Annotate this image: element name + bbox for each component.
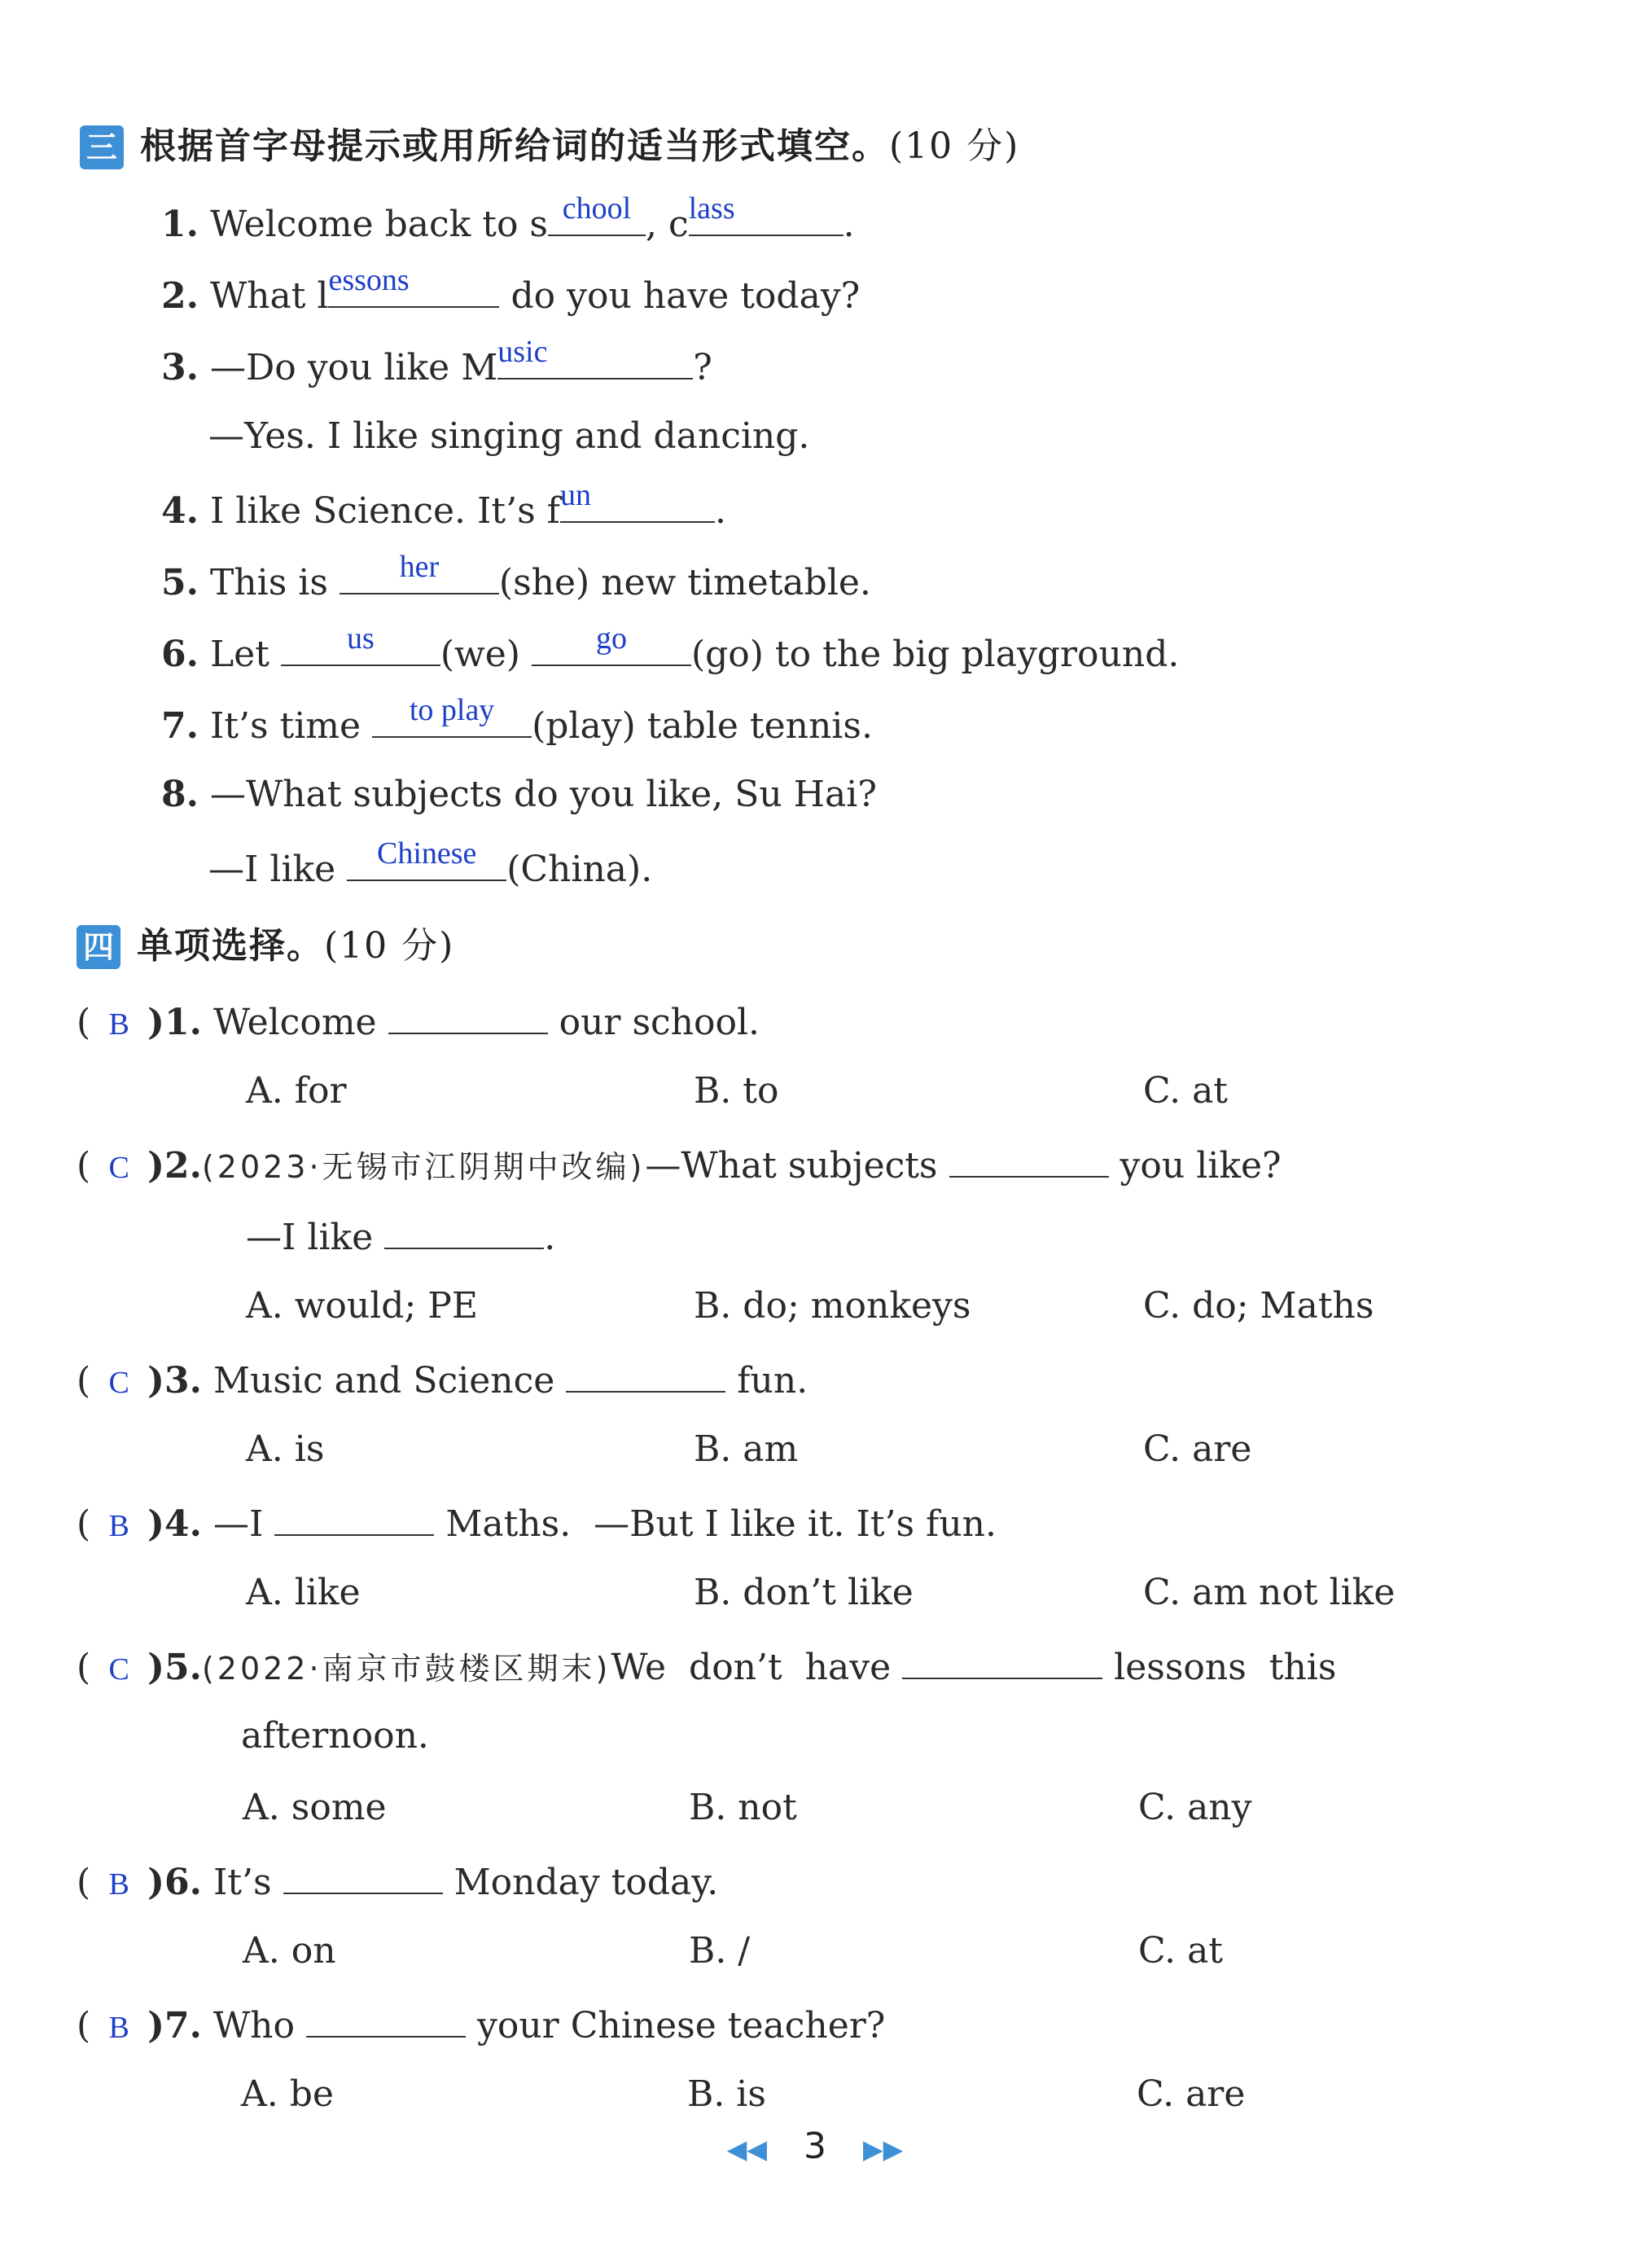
question-number: )1. xyxy=(147,1002,202,1043)
option-b[interactable]: B. is xyxy=(687,2073,766,2115)
item-text: do you have today? xyxy=(510,275,861,317)
question-text: Who xyxy=(213,2005,295,2046)
item-text: —Do you like M xyxy=(209,347,498,388)
answer-text: essons xyxy=(328,263,410,297)
fill-item-3-reply: —Yes. I like singing and dancing. xyxy=(208,415,810,457)
option-b[interactable]: B. am xyxy=(694,1428,799,1470)
answer-blank[interactable] xyxy=(532,621,691,666)
item-number: 8. xyxy=(161,774,199,815)
item-text: . xyxy=(714,490,726,532)
answer-blank[interactable] xyxy=(281,621,440,666)
choice-answer[interactable]: B xyxy=(108,1867,129,1902)
section4-badge: 四 xyxy=(77,925,120,969)
choice-answer[interactable]: B xyxy=(108,1509,129,1543)
item-number: 3. xyxy=(161,347,199,388)
question-number: )7. xyxy=(147,2005,202,2046)
question-number: )5. xyxy=(147,1647,202,1688)
option-a[interactable]: A. some xyxy=(243,1787,387,1828)
paren: ( xyxy=(77,1647,91,1688)
answer-blank[interactable] xyxy=(559,478,715,523)
choice-answer[interactable]: C xyxy=(108,1366,129,1400)
section4-title-text: 单项选择。 xyxy=(137,925,324,967)
item-text: ? xyxy=(693,347,712,388)
fill-item-6 xyxy=(161,621,1180,678)
section3-title-text: 根据首字母提示或用所给词的适当形式填空。 xyxy=(140,125,889,167)
answer-blank[interactable] xyxy=(328,263,499,308)
option-b[interactable]: B. do; monkeys xyxy=(694,1285,971,1327)
fill-item-8 xyxy=(161,772,877,818)
mc-question-2-line2 xyxy=(246,1212,555,1261)
paren: ( xyxy=(77,1002,91,1043)
answer-text: us xyxy=(346,621,375,656)
choice-answer[interactable]: C xyxy=(108,1151,129,1185)
answer-blank[interactable] xyxy=(497,335,693,379)
question-blank xyxy=(384,1212,544,1249)
question-number: )6. xyxy=(147,1862,202,1903)
option-c[interactable]: C. at xyxy=(1143,1070,1228,1112)
item-text: (go) to the big playground. xyxy=(690,634,1180,675)
question-blank xyxy=(949,1140,1109,1178)
item-text: It’s time xyxy=(209,705,361,747)
section4-title xyxy=(137,923,454,969)
item-number: 2. xyxy=(161,275,199,317)
question-text: you like? xyxy=(1120,1145,1282,1187)
answer-blank[interactable] xyxy=(347,836,506,881)
answer-text: usic xyxy=(497,335,548,369)
fill-item-2 xyxy=(161,263,861,319)
answer-blank[interactable] xyxy=(340,550,499,594)
paren: ( xyxy=(77,1862,91,1903)
answer-text: go xyxy=(595,621,627,656)
answer-text: un xyxy=(559,478,591,512)
item-text: (play) table tennis. xyxy=(532,705,873,747)
question-text: Music and Science xyxy=(213,1360,555,1402)
prev-arrows-icon[interactable]: ◀◀ xyxy=(726,2134,767,2165)
paren: ( xyxy=(77,1145,91,1187)
section3-score: (10 分) xyxy=(889,125,1020,167)
question-text: lessons this xyxy=(1114,1647,1337,1688)
option-a[interactable]: A. be xyxy=(241,2073,334,2115)
option-c[interactable]: C. do; Maths xyxy=(1143,1285,1374,1327)
question-number: )3. xyxy=(147,1360,202,1402)
item-text: —What subjects do you like, Su Hai? xyxy=(209,774,877,815)
page-number: 3 xyxy=(804,2125,826,2167)
section3-title xyxy=(140,124,1019,169)
item-text: . xyxy=(843,204,855,245)
option-c[interactable]: C. are xyxy=(1143,1428,1252,1470)
choice-answer[interactable]: C xyxy=(108,1652,129,1687)
item-text: , c xyxy=(646,204,689,245)
question-text: We don’t have xyxy=(611,1647,892,1688)
option-a[interactable]: A. on xyxy=(243,1930,336,1972)
item-text: (we) xyxy=(440,634,520,675)
option-b[interactable]: B. to xyxy=(694,1070,779,1112)
question-text: —What subjects xyxy=(645,1145,938,1187)
option-b[interactable]: B. not xyxy=(689,1787,797,1828)
item-text: Welcome back to s xyxy=(209,204,548,245)
option-c[interactable]: C. are xyxy=(1137,2073,1246,2115)
answer-text: Chinese xyxy=(377,836,477,871)
choice-answer[interactable]: B xyxy=(108,1007,129,1042)
question-text: our school. xyxy=(559,1002,760,1043)
answer-text: chool xyxy=(562,191,632,226)
option-b[interactable]: B. / xyxy=(689,1930,751,1972)
answer-blank[interactable] xyxy=(688,191,843,236)
question-text: It’s xyxy=(213,1862,272,1903)
fill-item-3 xyxy=(161,335,712,391)
section4-score: (10 分) xyxy=(324,925,455,967)
question-blank xyxy=(274,1498,434,1536)
fill-item-1 xyxy=(161,191,855,248)
fill-item-7 xyxy=(161,693,873,749)
question-text: fun. xyxy=(737,1360,808,1402)
answer-blank[interactable] xyxy=(548,191,646,236)
mc-question-1 xyxy=(77,997,760,1047)
question-blank xyxy=(902,1642,1102,1679)
option-a[interactable]: A. would; PE xyxy=(246,1285,479,1327)
question-text: Maths. —But I like it. It’s fun. xyxy=(445,1503,997,1545)
question-text: your Chinese teacher? xyxy=(477,2005,886,2046)
question-blank xyxy=(566,1355,725,1393)
option-a[interactable]: A. like xyxy=(246,1572,361,1613)
option-a[interactable]: A. for xyxy=(246,1070,347,1112)
option-c[interactable]: C. at xyxy=(1138,1930,1223,1972)
item-text: (China). xyxy=(506,849,653,890)
mc-question-7 xyxy=(77,2000,885,2051)
answer-blank[interactable] xyxy=(372,693,532,738)
item-text: —I like xyxy=(208,849,336,890)
question-text: Welcome xyxy=(213,1002,377,1043)
question-number: )4. xyxy=(147,1503,202,1545)
section3-badge: 三 xyxy=(80,125,124,169)
item-text: This is xyxy=(209,562,328,603)
fill-item-4 xyxy=(161,478,726,534)
question-number: )2. xyxy=(147,1145,202,1187)
item-text: (she) new timetable. xyxy=(498,562,871,603)
fill-item-8-reply xyxy=(208,836,653,893)
mc-question-3 xyxy=(77,1355,808,1406)
choice-answer[interactable]: B xyxy=(108,2011,129,2045)
question-text: —I xyxy=(213,1503,264,1545)
question-blank xyxy=(388,997,548,1034)
option-c[interactable]: C. any xyxy=(1138,1787,1252,1828)
page-footer xyxy=(0,2125,1630,2167)
item-number: 4. xyxy=(161,490,199,532)
answer-text: to play xyxy=(409,693,495,727)
paren: ( xyxy=(77,1360,91,1402)
mc-question-6 xyxy=(77,1857,718,1907)
next-arrows-icon[interactable]: ▶▶ xyxy=(863,2134,904,2165)
question-text: . xyxy=(544,1217,556,1258)
item-text: What l xyxy=(209,275,329,317)
question-text: Monday today. xyxy=(454,1862,719,1903)
question-text: —I like xyxy=(246,1217,374,1258)
item-number: 7. xyxy=(161,705,199,747)
item-text: Let xyxy=(209,634,269,675)
item-number: 6. xyxy=(161,634,199,675)
option-a[interactable]: A. is xyxy=(246,1428,325,1470)
option-b[interactable]: B. don’t like xyxy=(694,1572,914,1613)
mc-question-5-line2: afternoon. xyxy=(241,1715,429,1757)
mc-question-5 xyxy=(77,1642,1336,1692)
question-blank xyxy=(306,2000,466,2038)
item-number: 1. xyxy=(161,204,199,245)
answer-text: lass xyxy=(688,191,735,226)
answer-text: her xyxy=(399,550,440,584)
question-source: (2022·南京市鼓楼区期末) xyxy=(201,1651,611,1687)
mc-question-2 xyxy=(77,1140,1282,1191)
item-text: I like Science. It’s f xyxy=(209,490,560,532)
paren: ( xyxy=(77,1503,91,1545)
fill-item-5 xyxy=(161,550,871,606)
item-number: 5. xyxy=(161,562,199,603)
option-c[interactable]: C. am not like xyxy=(1143,1572,1396,1613)
question-source: (2023·无锡市江阴期中改编) xyxy=(201,1149,646,1185)
mc-question-4 xyxy=(77,1498,997,1549)
paren: ( xyxy=(77,2005,91,2046)
question-blank xyxy=(283,1857,443,1894)
